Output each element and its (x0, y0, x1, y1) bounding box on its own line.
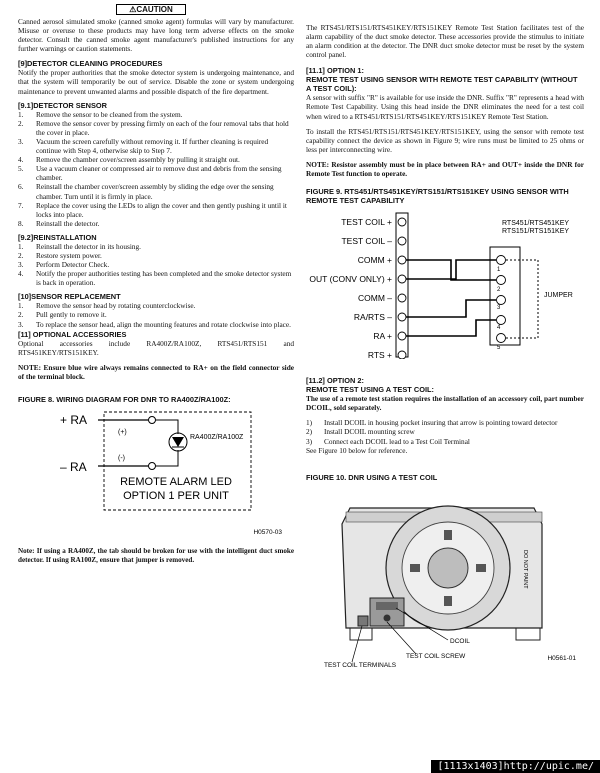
figure-9-title: FIGURE 9. RTS451/RTS451KEY/RTS151/RTS151KEY USING SENSOR WITH REMOTE TEST CAPABILITY (306, 187, 569, 206)
test-coil-terminals-label: TEST COIL TERMINALS (324, 661, 397, 669)
list-item: 2. Pull gently to remove it. (18, 310, 107, 320)
terminal-label: TEST COIL + (341, 217, 392, 228)
rts-intro: The RTS451/RTS151/RTS451KEY/RTS151KEY Remote Test Station facilitates test of the alarm capability of the duct smoke detector. These accessories provide the stimulus to initiate an alarm condition at the detector. The DNR duct smoke detector must be reset by the system control panel. (306, 23, 584, 60)
test-coil-screw-icon (384, 614, 391, 621)
option-1-note: NOTE: Resistor assembly must be in place between RA+ and OUT+ inside the DNR for Remote Test function to operate. (306, 159, 584, 179)
figure-8-title: FIGURE 8. WIRING DIAGRAM FOR DNR TO RA400Z/RA100Z: (18, 395, 231, 404)
option-1-text-1: A sensor with suffix "R" is available for use inside the DNR. Suffix "R" represents a head with Remote Test Capability. Using this head inside the DNR eliminates the need for a test coil when wired to a RTS451/RTS151/RTS451KEY/RTS151KEY Remote Test Station. (306, 93, 584, 121)
jumper-label: JUMPER (544, 292, 573, 300)
terminal-minus (149, 463, 156, 470)
led-wire-bottom (156, 450, 178, 466)
caution-text: Canned aerosol simulated smoke (canned smoke agent) formulas will vary by manufacturer. Misuse or overuse to these products may have long term adverse effects on the smoke detector. Consult the canned smoke agent manufacturer's published instructions for any further warnings or caution statements. (18, 17, 294, 54)
terminal-label: OUT (CONV ONLY) + (309, 274, 392, 285)
list-item: 1. Remove the sensor head by rotating counterclockwise. (18, 301, 196, 311)
section-9-title: [9]DETECTOR CLEANING PROCEDURES (18, 59, 163, 69)
option-1-subtitle: REMOTE TEST USING SENSOR WITH REMOTE TEST CAPABILITY (WITHOUT A TEST COIL): (306, 75, 578, 94)
option-2-text: The use of a remote test station requires the installation of an accessory coil, part number DCOIL, sold separately. (306, 394, 584, 413)
housing-foot-right (516, 628, 540, 640)
device-label: RA400Z/RA100Z (190, 434, 244, 441)
sensor-center (428, 548, 468, 588)
led-wire-top (156, 420, 178, 434)
left-column (18, 0, 294, 565)
rts-num: 5 (497, 345, 501, 352)
warning-triangle-icon: ⚠ (129, 5, 137, 14)
ra-plus-label: + RA (60, 413, 88, 427)
figure-8-note: Note: If using a RA400Z, the tab should be broken for use with the intelligent duct smoke detector. If using RA100Z, ensure that jumper is removed. (18, 547, 294, 565)
section-9-1-list (18, 110, 294, 228)
rts-num: 4 (497, 325, 501, 332)
list-item: 4. Notify the proper authorities testing has been completed and the smoke detector system is back in operation. (18, 269, 292, 288)
option-1-text-2: To install the RTS451/RTS151/RTS451KEY/RTS151KEY, using the sensor with remote test capability connect the device as shown in Figure 9; wire runs must be limited to 25 ohms or less per interconnecting wire. (306, 126, 584, 154)
terminal-plus (149, 417, 156, 424)
rts-num: 1 (497, 267, 501, 274)
figure-8-wiring-diagram (18, 410, 294, 540)
list-item: 1. Remove the sensor to be cleaned from the system. (18, 109, 183, 119)
section-10-title: [10]SENSOR REPLACEMENT (18, 292, 121, 302)
option-2-list (306, 418, 584, 445)
caution-label: ⚠CAUTION (116, 4, 186, 15)
option-1-title: [11.1] OPTION 1: (306, 66, 364, 76)
list-item: 2) Install DCOIL mounting screw (306, 427, 415, 437)
dcoil-winding (376, 602, 398, 610)
dcoil-label: DCOIL (450, 637, 470, 645)
diode-icon (172, 437, 184, 447)
interconnect-wires (406, 260, 496, 336)
section-9-2-title: [9.2]REINSTALLATION (18, 232, 97, 242)
ra-minus-label: – RA (60, 460, 87, 474)
section-9-1-title: [9.1]DETECTOR SENSOR (18, 100, 107, 110)
list-item: 1) Install DCOIL in housing pocket insuring that arrow is pointing toward detector (306, 418, 558, 428)
right-column (306, 0, 584, 675)
figure-10-code: H0561-01 (547, 654, 576, 662)
terminal-label: COMM – (358, 293, 392, 304)
section-11-note: NOTE: Ensure blue wire always remains connected to RA+ on the field connector side of the terminal block. (18, 362, 294, 381)
list-item: 4. Remove the chamber cover/screen assembly by pulling it straight out. (18, 155, 240, 165)
figure-8-code: H0570-03 (253, 529, 282, 536)
do-not-paint-marking: DO NOT PAINT (522, 549, 528, 589)
section-9-text: Notify the proper authorities that the smoke detector system is undergoing maintenance, and that the system will temporarily be out of service. Disable the zone or system undergoing maintenance to prevent unwanted alarms and possible dispatch of the fire department. (18, 68, 294, 96)
section-10-list (18, 301, 294, 328)
list-item: 1. Reinstall the detector in its housing. (18, 241, 141, 251)
terminal-label: RA + (373, 331, 392, 342)
terminal-label: COMM + (357, 255, 392, 266)
list-item: 8. Reinstall the detector. (18, 218, 100, 228)
option-2-title: [11.2] OPTION 2: (306, 376, 364, 386)
list-item: 6. Reinstall the chamber cover/screen assembly by sliding the edge over the sensing chamber. Turn until it is firmly in place. (18, 182, 274, 201)
figure-10-title: FIGURE 10. DNR USING A TEST COIL (306, 472, 438, 482)
list-item: 3. To replace the sensor head, align the mounting features and rotate clockwise into place. (18, 319, 291, 329)
section-9-2-list (18, 242, 294, 287)
list-item: 2. Remove the sensor cover by pressing firmly on each of the four removal tabs that hold the cover in place. (18, 118, 289, 137)
option-2-subtitle: REMOTE TEST USING A TEST COIL: (306, 385, 434, 395)
list-item: 3. Perform Detector Check. (18, 260, 110, 270)
terminal-label: RA/RTS – (353, 312, 392, 323)
list-item: 5. Use a vacuum cleaner or compressed air to remove dust and debris from the sensing chamber. (18, 164, 282, 183)
rts-model-1: RTS451/RTS451KEY (502, 220, 570, 228)
figure-9-wiring-diagram (306, 209, 584, 359)
figure-10-detector-illustration (306, 490, 584, 670)
list-item: 3. Vacuum the screen carefully without removing it. If further cleaning is required continue with Step 4, otherwise skip to Step 7. (18, 136, 269, 156)
plus-marker: (+) (118, 429, 127, 436)
rts-model-2: RTS151/RTS151KEY (502, 228, 570, 236)
list-item: 7. Replace the cover using the LEDs to align the cover and then gently pushing it until it locks into place. (18, 200, 287, 219)
section-11-text: Optional accessories include RA400Z/RA100Z, RTS451/RTS151 and RTS451KEY/RTS151KEY. (18, 338, 294, 357)
test-coil-terminal (358, 616, 368, 626)
watermark-footer: [1113x1403]http://upic.me/ (431, 760, 600, 773)
section-11-title: [11] OPTIONAL ACCESSORIES (18, 329, 127, 339)
box-line-2: OPTION 1 PER UNIT (123, 490, 229, 502)
list-item: 2. Restore system power. (18, 250, 102, 260)
list-item: 3) Connect each DCOIL lead to a Test Coil Terminal (306, 436, 470, 446)
minus-marker: (-) (118, 455, 125, 462)
box-line-1: REMOTE ALARM LED (120, 476, 232, 488)
rts-num: 2 (497, 287, 501, 294)
rts-num: 3 (497, 305, 501, 312)
option-2-ref: See Figure 10 below for reference. (306, 445, 408, 455)
terminal-label: RTS + (367, 350, 392, 360)
test-coil-screw-label: TEST COIL SCREW (406, 652, 466, 660)
terminal-label: TEST COIL – (341, 236, 392, 247)
